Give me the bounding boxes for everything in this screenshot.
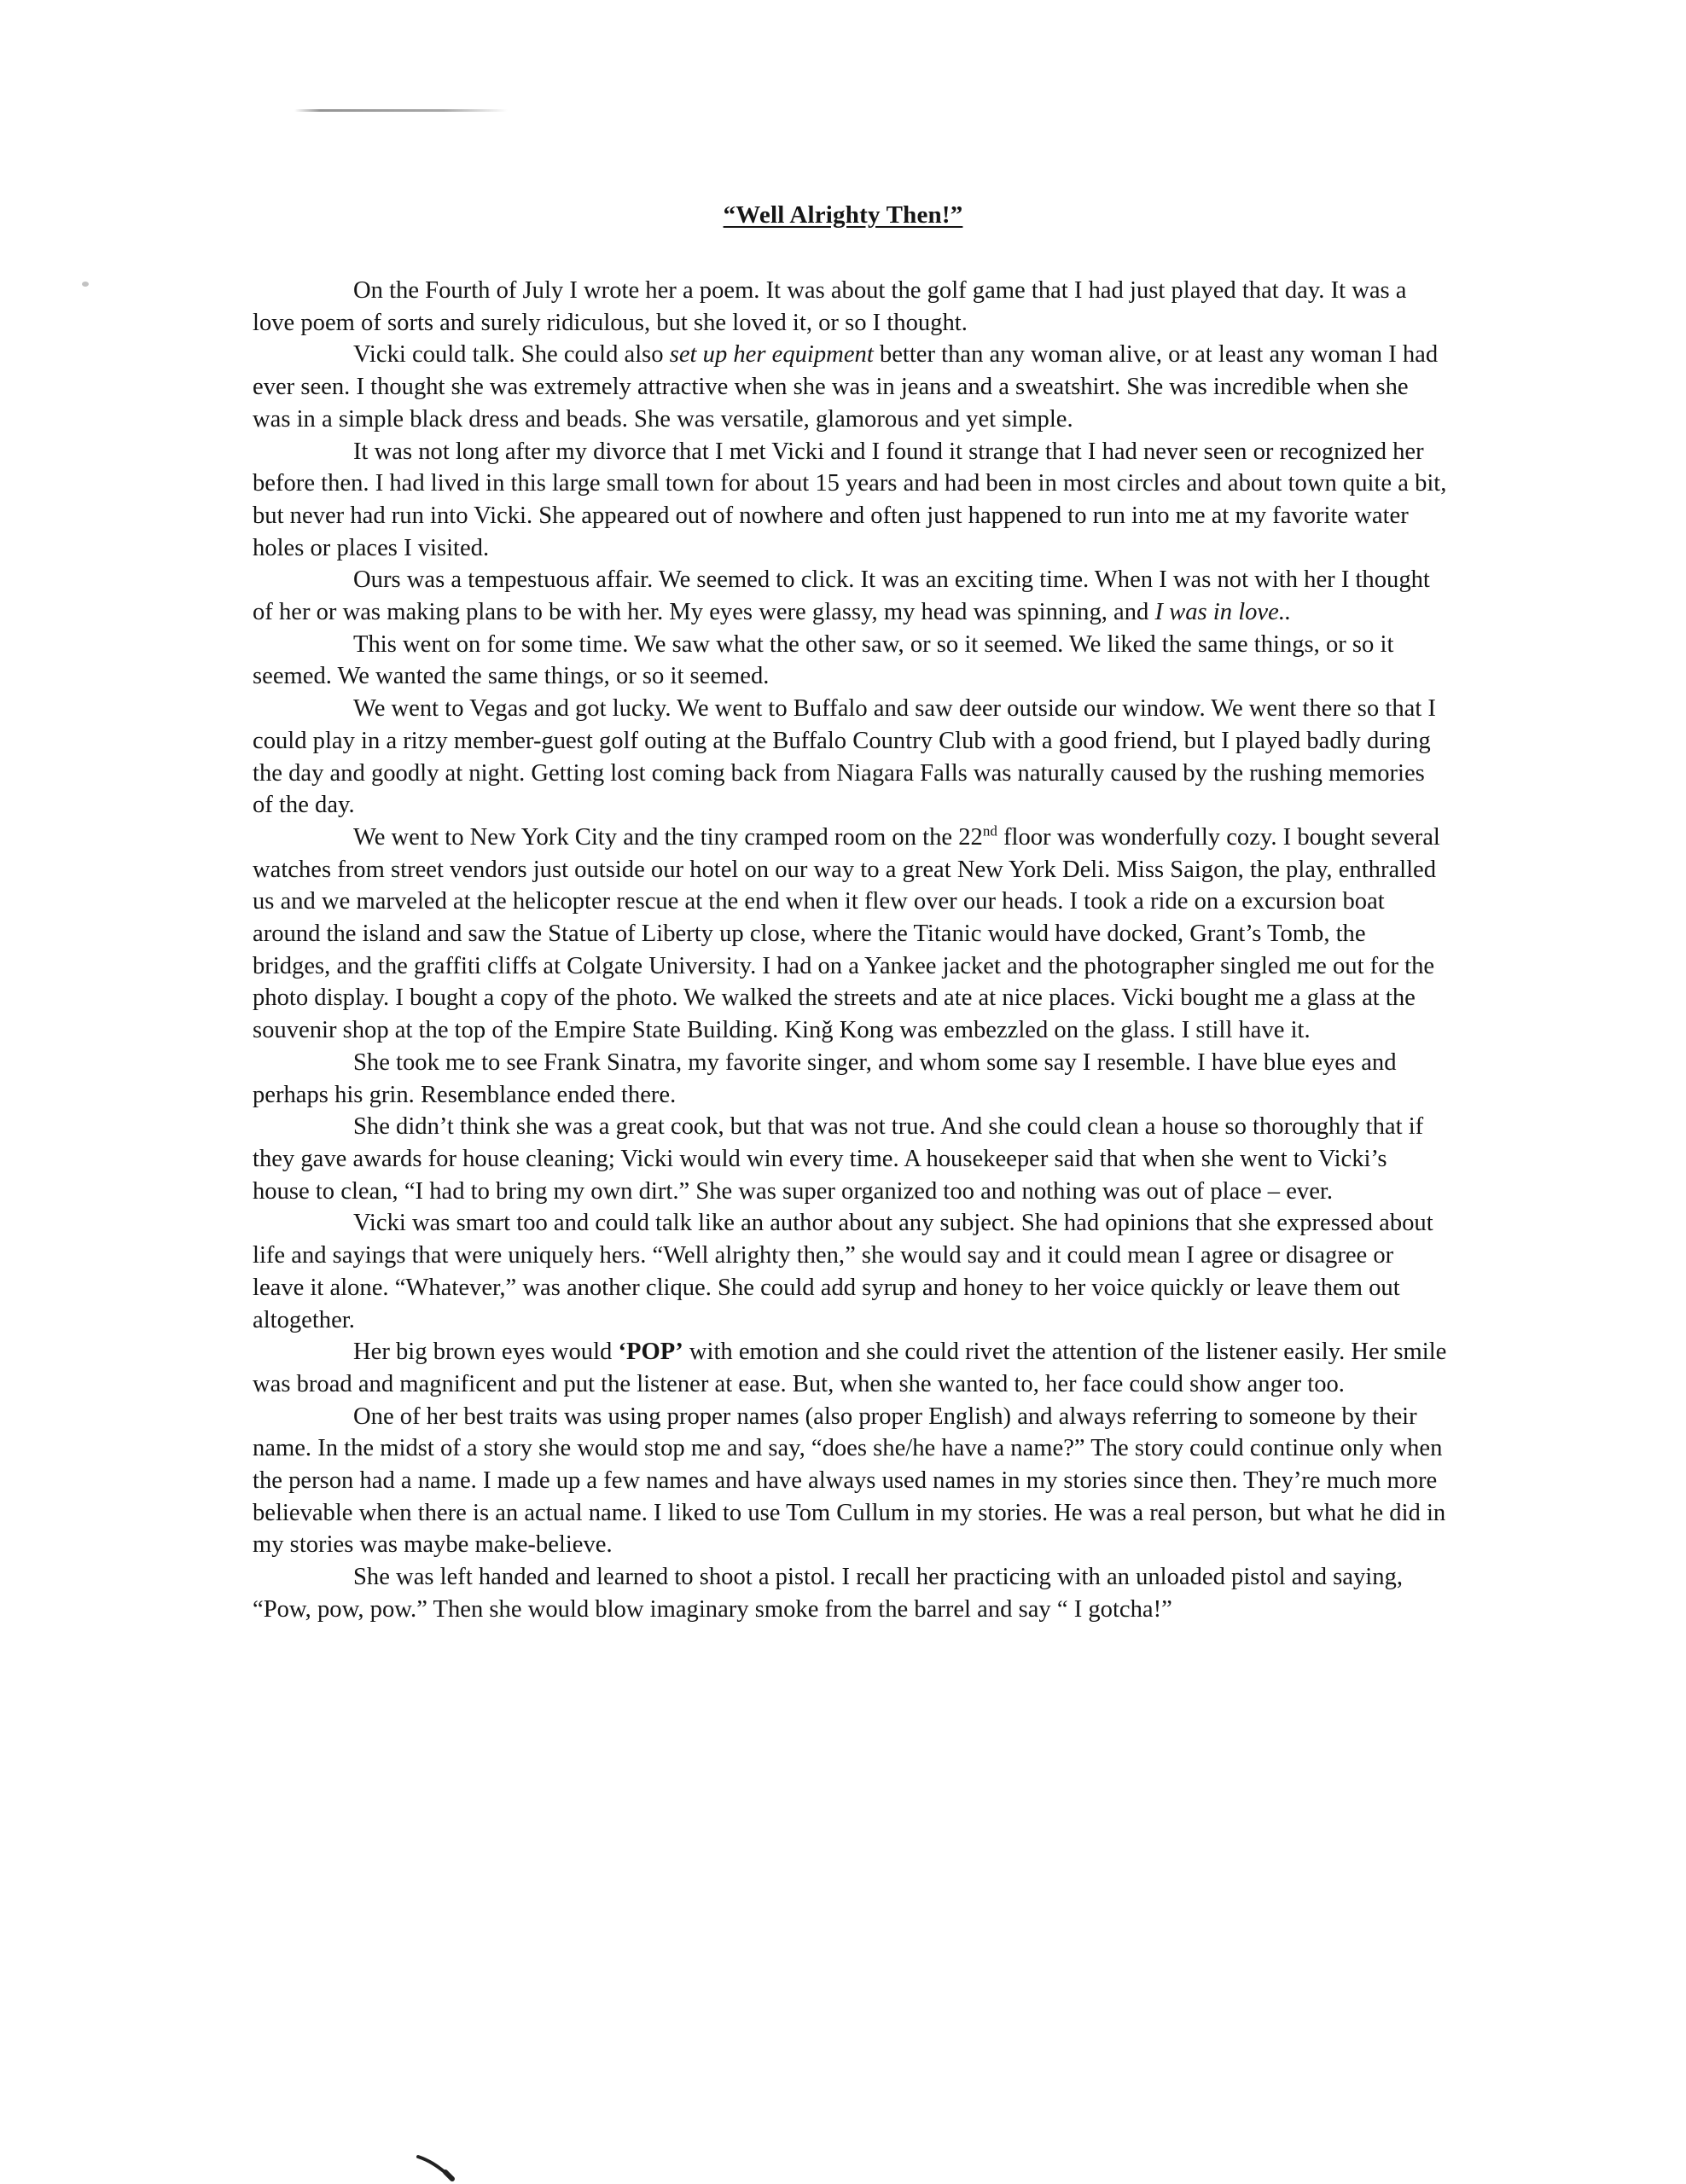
paragraph-text: floor was wonderfully cozy. I bought several watches from street vendors just outside our hotel on our way to a great New York Deli. Miss Saigon, the play, enthralled us and we marveled at the helicopter rescue at the end when it flew over our heads. I took a ride on a excursion boat around the island and saw the Statue of Liberty up close, where the Titanic would have docked, Grant’s Tomb, the bridges, and the graffiti cliffs at Colgate University. I had on a Yankee jacket and the photographer singled me out for the photo display. I bought a copy of the photo. We walked the streets and ate at nice places. Vicki bought me a glass at the souvenir shop at the top of the Empire State Building. Kinǧ Kong was embezzled on the glass. I still have it. [253, 823, 1440, 1044]
paragraph-text: She didn’t think she was a great cook, but that was not true. And she could clean a house so thoroughly that if they gave awards for house cleaning; Vicki would win every time. A housekeeper said that when she went to Vicki’s house to clean, “I had to bring my own dirt.” She was super organized too and nothing was out of place – ever. [253, 1113, 1424, 1205]
body-paragraph [253, 564, 1447, 628]
body-paragraph [253, 693, 1447, 822]
paragraph-text: I was in love.. [1154, 599, 1292, 626]
paragraph-text: better than any woman alive, or at least any woman I had ever seen. I thought she was extremely attractive when she was in jeans and a sweatshirt. She was incredible when she was in a simple black dress and beads. She was versatile, glamorous and yet simple. [253, 341, 1439, 433]
body-paragraph [253, 436, 1447, 565]
paragraph-text: Vicki could talk. She could also [353, 341, 670, 369]
body-paragraph [253, 1336, 1447, 1400]
document-title: “Well Alrighty Then!” [723, 201, 963, 229]
scan-artifact-line [294, 109, 508, 112]
paragraph-text: One of her best traits was using proper names (also proper English) and always referring to someone by their name. In the midst of a story she would stop me and say, “does she/he have a name?” The story could continue only when the person had a name. I made up a few names and have always used names in my stories since then. They’re much more believable when there is an actual name. I liked to use Tom Cullum in my stories. He was a real person, but what he did in my stories was maybe make-believe. [253, 1403, 1446, 1559]
paragraph-text: We went to New York City and the tiny cramped room on the 22 [353, 823, 983, 851]
body-paragraph [253, 822, 1447, 1047]
body-paragraph [253, 1401, 1447, 1562]
body-paragraph [253, 1047, 1447, 1111]
paragraph-text: nd [982, 822, 997, 839]
paragraph-text: Her big brown eyes would [353, 1339, 619, 1366]
paragraph-text: Vicki was smart too and could talk like an author about any subject. She had opinions that she expressed about life and sayings that were uniquely hers. “Well alrighty then,” she would say and it could mean I agree or disagree or leave it alone. “Whatever,” was another clique. She could add syrup and honey to her voice quickly or leave them out altogether. [253, 1210, 1433, 1333]
paragraph-text: We went to Vegas and got lucky. We went to Buffalo and saw deer outside our window. We went there so that I could play in a ritzy member-guest golf outing at the Buffalo Country Club with a good friend, but I played badly during the day and goodly at night. Getting lost coming back from Niagara Falls was naturally caused by the rushing memories of the day. [253, 695, 1436, 819]
body-paragraph [253, 1561, 1447, 1625]
document-body [253, 275, 1447, 1626]
paragraph-text: On the Fourth of July I wrote her a poem. It was about the golf game that I had just played that day. It was a love poem of sorts and surely ridiculous, but she loved it, or so I thought. [253, 277, 1407, 336]
body-paragraph [253, 629, 1447, 693]
scan-artifact-mark [415, 2153, 457, 2182]
scan-artifact-speck [82, 282, 89, 287]
body-paragraph [253, 1111, 1447, 1207]
paragraph-text: with emotion and she could rivet the attention of the listener easily. Her smile was broad and magnificent and put the listener at ease. But, when she wanted to, her face could show anger too. [253, 1339, 1447, 1397]
paragraph-text: She was left handed and learned to shoot a pistol. I recall her practicing with an unloaded pistol and saying, “Pow, pow, pow.” Then she would blow imaginary smoke from the barrel and say “ I gotcha!” [253, 1564, 1403, 1623]
body-paragraph [253, 339, 1447, 435]
paragraph-text: This went on for some time. We saw what the other saw, or so it seemed. We liked the same things, or so it seemed. We wanted the same things, or so it seemed. [253, 630, 1394, 690]
paragraph-text: It was not long after my divorce that I met Vicki and I found it strange that I had never seen or recognized her before then. I had lived in this large small town for about 15 years and had been in most circles and about town quite a bit, but never had run into Vicki. She appeared out of nowhere and often just happened to run into me at my favorite water holes or places I visited. [253, 438, 1447, 561]
paragraph-text: set up her equipment [669, 341, 874, 369]
paragraph-text: Ours was a tempestuous affair. We seemed to click. It was an exciting time. When I was not with her I thought of her or was making plans to be with her. My eyes were glassy, my head was spinning, and [253, 566, 1430, 626]
paragraph-text: She took me to see Frank Sinatra, my favorite singer, and whom some say I resemble. I have blue eyes and perhaps his grin. Resemblance ended there. [253, 1048, 1397, 1108]
body-paragraph [253, 1207, 1447, 1336]
body-paragraph [253, 275, 1447, 339]
paragraph-text: ‘POP’ [618, 1339, 683, 1366]
